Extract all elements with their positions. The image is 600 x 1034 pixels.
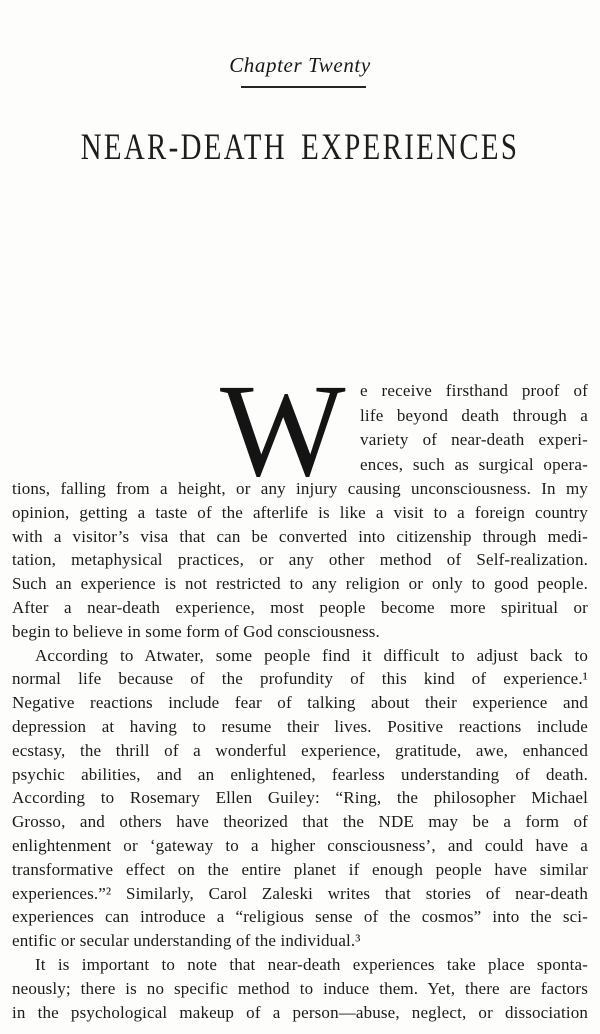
body-line: neously; there is no specific method to induce them. Yet, there are factors xyxy=(12,978,588,998)
body-line: experiences can introduce a “religious sense of the cosmos” into the sci- xyxy=(12,907,588,927)
body-line: Negative reactions include fear of talking about their experience and xyxy=(12,693,588,713)
body-line: After a near-death experience, most people become more spiritual or xyxy=(12,597,588,617)
opening-text-column xyxy=(360,379,588,477)
body-line: transformative effect on the entire planet if enough people have similar xyxy=(12,859,588,879)
body-line: According to Atwater, some people find it difficult to adjust back to xyxy=(35,645,588,665)
body-line: in the psychological makeup of a person—abuse, neglect, or dissociation xyxy=(12,1002,588,1022)
chapter-label: Chapter Twenty xyxy=(229,53,371,77)
body-line: depression at having to resume their lives. Positive reactions include xyxy=(12,716,588,736)
body-line: with a visitor’s visa that can be converted into citizenship through medi- xyxy=(12,526,588,546)
body-line: Grosso, and others have theorized that the NDE may be a form of xyxy=(12,812,588,832)
opening-line: ences, such as surgical opera- xyxy=(360,454,588,474)
body-line: opinion, getting a taste of the afterlife is like a visit to a foreign country xyxy=(12,502,588,522)
body-line: entific or secular understanding of the individual.³ xyxy=(12,931,361,951)
body-line: psychic abilities, and an enlightened, fearless understanding of death. xyxy=(12,764,588,784)
body-text-block xyxy=(12,477,588,1024)
opening-line: variety of near-death experi- xyxy=(360,430,588,450)
body-line: ecstasy, the thrill of a wonderful experience, gratitude, awe, enhanced xyxy=(12,740,588,760)
chapter-rule-divider xyxy=(241,86,366,88)
body-line: experiences.”² Similarly, Carol Zaleski writes that stories of near-death xyxy=(12,883,588,903)
body-line: It is important to note that near-death experiences take place sponta- xyxy=(35,954,588,974)
body-line: According to Rosemary Ellen Guiley: “Ring, the philosopher Michael xyxy=(12,788,588,808)
body-line: tions, falling from a height, or any injury causing unconsciousness. In my xyxy=(12,479,588,498)
body-line: enlightenment or ‘gateway to a higher consciousness’, and could have a xyxy=(12,835,588,855)
drop-cap-letter: W xyxy=(220,356,346,504)
body-line: begin to believe in some form of God consciousness. xyxy=(12,621,380,641)
body-line: Such an experience is not restricted to any religion or only to good people. xyxy=(12,574,588,594)
body-line: normal life because of the profundity of this kind of experience.¹ xyxy=(12,669,588,689)
body-line: tation, metaphysical practices, or any other method of Self-realization. xyxy=(12,550,588,570)
opening-line: e receive firsthand proof of xyxy=(360,381,588,400)
opening-line: life beyond death through a xyxy=(360,405,588,425)
page-title: NEAR-DEATH EXPERIENCES xyxy=(80,127,520,168)
